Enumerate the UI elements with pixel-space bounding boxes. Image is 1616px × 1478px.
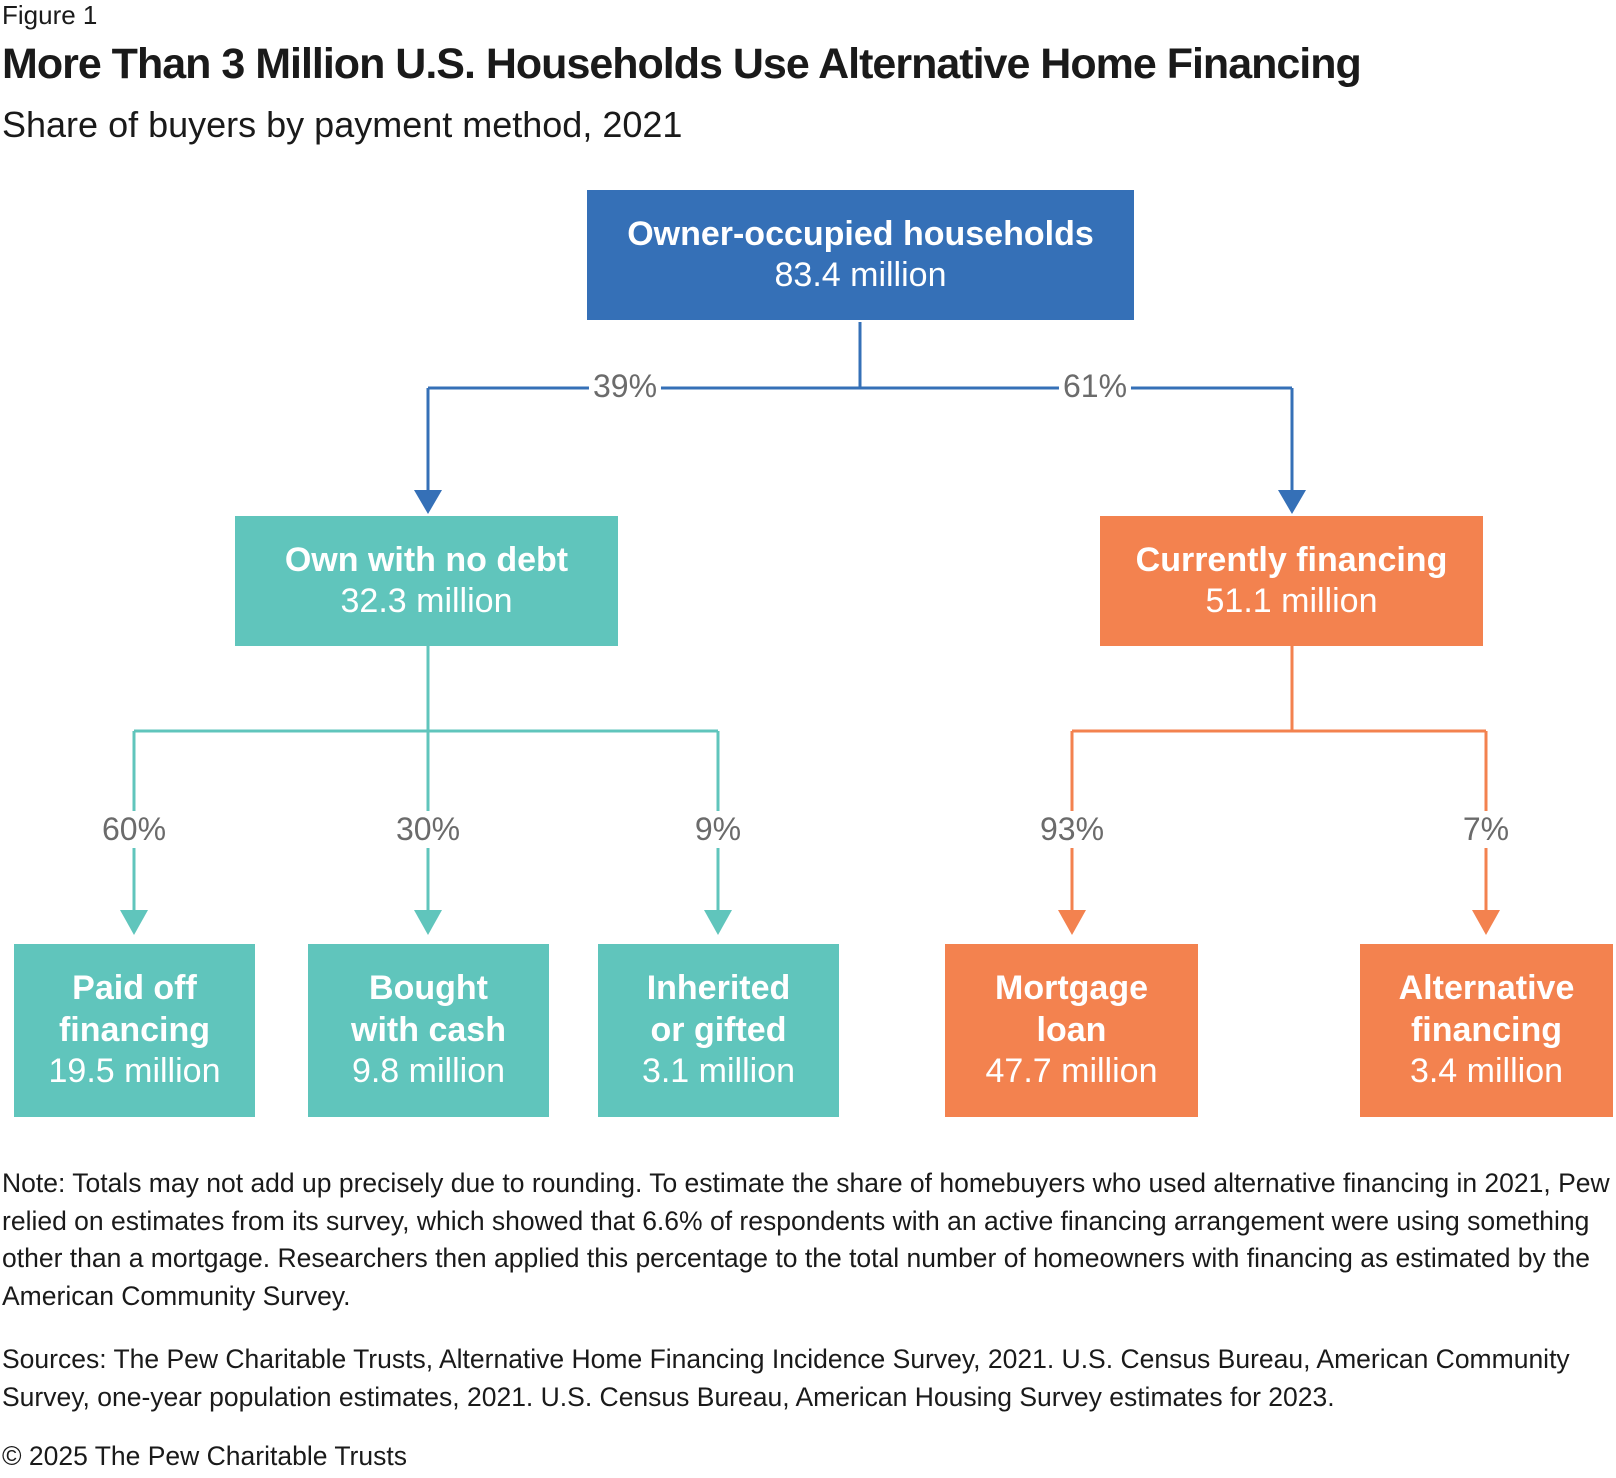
node-value: 19.5 million [48,1052,221,1091]
node-value: 47.7 million [985,1052,1158,1091]
node-name: or gifted [650,1010,787,1049]
arrow-paid-off [120,910,148,935]
node-name: Bought [369,969,488,1008]
node-name: Mortgage [995,969,1148,1008]
share-paid-off: 60% [98,811,170,848]
node-value: 9.8 million [351,1052,506,1091]
share-alternative: 7% [1459,811,1513,848]
arrow-alternative [1472,910,1500,935]
arrow-no-debt [414,490,442,514]
node-value: 32.3 million [340,582,513,620]
node-name: Currently financing [1135,540,1448,579]
share-mortgage: 93% [1036,811,1108,848]
arrow-mortgage [1058,910,1086,935]
node-name: Paid off [72,969,197,1008]
node-value: 51.1 million [1205,582,1378,620]
node-name: Alternative [1398,969,1575,1008]
arrow-inherited [704,910,732,935]
node-alternative-financing [1360,944,1613,1117]
copyright-text: © 2025 The Pew Charitable Trusts [2,1441,407,1471]
root-connectors [428,322,1292,492]
node-name: Own with no debt [284,540,569,579]
arrow-financing [1278,490,1306,514]
node-name: Inherited [646,969,791,1008]
node-name: with cash [351,1010,506,1049]
node-owner-occupied [587,190,1134,320]
node-name: loan [1036,1010,1107,1049]
node-value: 3.1 million [641,1052,796,1091]
node-inherited-or-gifted [598,944,839,1117]
share-financing: 61% [1059,368,1131,405]
share-cash: 30% [392,811,464,848]
chart-subtitle: Share of buyers by payment method, 2021 [2,104,683,145]
node-value: 3.4 million [1409,1052,1564,1091]
node-own-no-debt [235,516,618,646]
node-value: 83.4 million [774,256,947,294]
note-text: Note: Totals may not add up precisely due to rounding. To estimate the share of homebuyers who used alternative financing in 2021, Pew relied on estimates from its survey, which showed that 6.6% of respondents with an active financing arrangement were using something other than a mortgage. Researchers then applied this percentage to the total number of homeowners with financing as estimated by the American Community Survey. [2,1168,1610,1311]
share-inherited: 9% [691,811,745,848]
node-paid-off-financing [14,944,255,1117]
node-name: financing [58,1010,211,1049]
sources-text: Sources: The Pew Charitable Trusts, Alternative Home Financing Incidence Survey, 2021. U.S. Census Bureau, American Community Survey, one-year population estimates, 2021. U.S. Census Bureau, American Housing Survey estimates for 2023. [2,1344,1570,1412]
share-no-debt: 39% [589,368,661,405]
node-currently-financing [1100,516,1483,646]
no-debt-connectors [134,646,718,912]
node-mortgage-loan [945,944,1198,1117]
node-name: Owner-occupied households [627,214,1094,253]
financing-connectors [1072,646,1486,912]
node-bought-with-cash [308,944,549,1117]
node-name: financing [1410,1010,1563,1049]
chart-title: More Than 3 Million U.S. Households Use Alternative Home Financing [2,40,1361,88]
figure-label: Figure 1 [2,0,98,30]
arrow-cash [414,910,442,935]
